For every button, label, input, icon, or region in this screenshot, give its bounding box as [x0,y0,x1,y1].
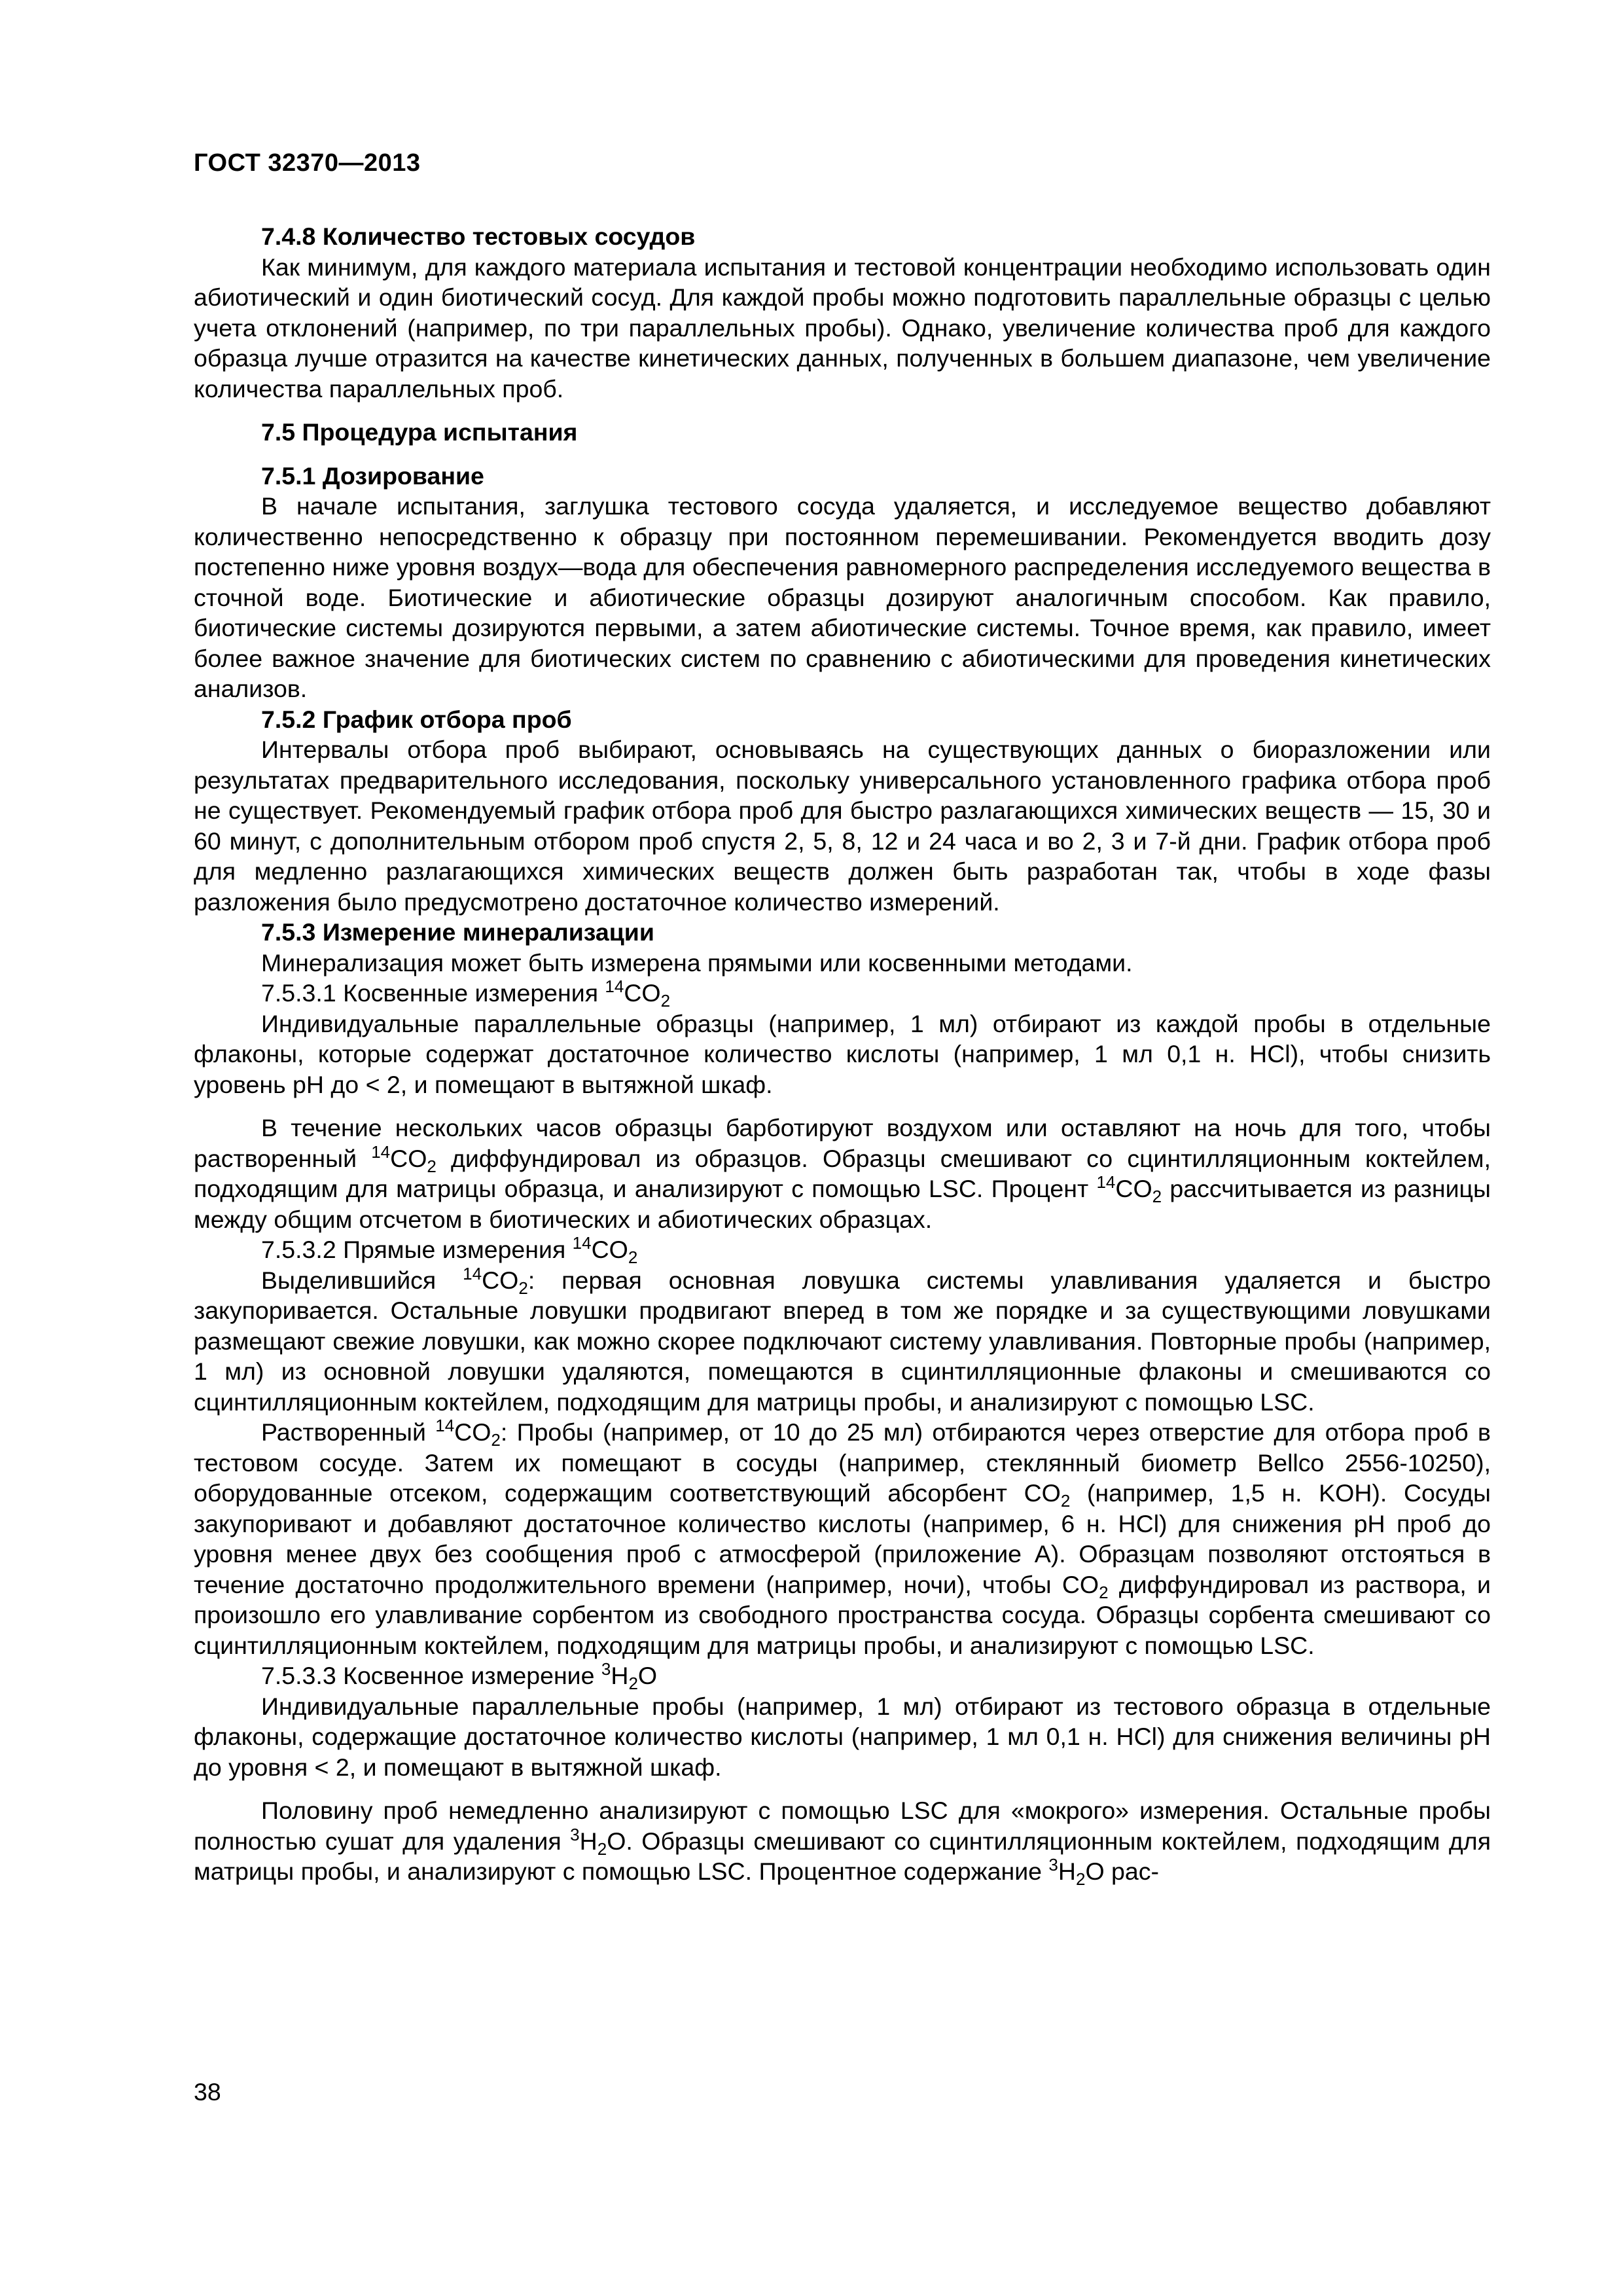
paragraph-7-5-3-3-b [194,1795,1491,1887]
formula-o: O [607,1827,626,1855]
document-header: ГОСТ 32370—2013 [194,149,421,177]
text-run: диффундировал из раствора, и произошло его улавливание сорбентом из свободного пространства сосуда. Образцы сорбента смешивают со сцинтилляционным коктейлем, подходящим для матрицы пробы, и анализируют с помощью LSC. [194,1570,1491,1659]
document-body [194,221,1491,1887]
isotope-mass: 14 [605,977,624,996]
heading-7-5-3-3 [194,1660,1491,1691]
paragraph-7-5-3-1-b [194,1113,1491,1234]
formula-h: H [579,1827,597,1855]
heading-7-5-1: 7.5.1 Дозирование [261,461,484,490]
formula-co: CO [624,979,661,1007]
text-run: Половину проб немедленно анализируют с помощью LSC для «мокрого» измерения. Остальные пробы полностью сушат для удаления [194,1797,1491,1855]
formula-subscript: 2 [628,1674,638,1693]
text-run: : Пробы (например, от 10 до 25 мл) отбираются через отверстие для отбора проб в тестовом сосуде. Затем их помещают в сосуды (например, стеклянный биометр Bellco 2556-10250), оборудованные отсеком, содержащим соответствующий абсорбент [194,1418,1491,1507]
text-run: рассчитывается из разницы между общим отсчетом в биотических и абиотических образцах. [194,1175,1491,1233]
formula-co: CO [1115,1175,1152,1202]
paragraph-7-5-3-2-a [194,1265,1491,1418]
formula-subscript: 2 [628,1247,638,1267]
text-run: Выделившийся [261,1266,463,1294]
formula-co: CO [390,1144,427,1172]
formula-co: CO [454,1418,491,1446]
formula-subscript: 2 [660,991,671,1011]
text-run: рас- [1104,1857,1159,1885]
heading-7-5-2: 7.5.2 График отбора проб [261,705,572,733]
formula-co: CO [1061,1570,1099,1598]
isotope-mass: 14 [435,1416,455,1435]
paragraph-7-5-1: В начале испытания, заглушка тестового сосуда удаляется, и исследуемое вещество добавляют количественно непосредственно к образцу при постоянном перемешивании. Рекомендуется вводить дозу постепенно ниже уровня воздух—вода для обеспечения равномерного распределения исследуемого вещества в сточной воде. Биотические и абиотические образцы дозируют аналогичным способом. Как правило, биотические системы дозируются первыми, а затем абиотические системы. Точное время, как правило, имеет более важное значение для биотических систем по сравнению с абиотическими для проведения кинетических анализов. [194,492,1491,702]
formula-subscript: 2 [597,1839,607,1859]
text-run: . Образцы смешивают со сцинтилляционным коктейлем, подходящим для матрицы пробы, и анализируют с помощью LSC. Процентное содержание [194,1827,1491,1885]
formula-subscript: 2 [491,1430,501,1450]
isotope-mass: 3 [601,1659,611,1679]
formula-co: CO [1024,1479,1061,1507]
heading-text: 7.5.3.1 Косвенные измерения [261,979,605,1007]
text-run: : первая основная ловушка системы улавливания удаляется и быстро закупоривается. Остальные ловушки продвигают вперед в том же порядке и за существующими ловушками размещают свежие ловушки, как можно скорее подключают систему улавливания. Повторные пробы (например, 1 мл) из основной ловушки удаляются, помещаются в сцинтилляционные флаконы и смешиваются со сцинтилляционным коктейлем, подходящим для матрицы пробы, и анализируют с помощью LSC. [194,1266,1491,1416]
isotope-mass: 3 [1048,1855,1058,1874]
formula-subscript: 2 [427,1156,437,1176]
isotope-mass: 14 [572,1233,592,1253]
text-run: (например, 1,5 н. KOH). Сосуды закупоривают и добавляют достаточное количество кислоты (например, 6 н. HCl) для снижения pH проб до уровня менее двух без сообщения проб с атмосферой (приложение А). Образцам позволяют отстояться в течение достаточно продолжительного времени (например, ночи), чтобы [194,1479,1491,1598]
isotope-mass: 14 [463,1263,482,1283]
paragraph-7-5-3-3-a: Индивидуальные параллельные пробы (например, 1 мл) отбирают из тестового образца в отдельные флаконы, содержащие достаточное количество кислоты (например, 1 мл 0,1 н. HCl) для снижения величины pH до уровня < 2, и помещают в вытяжной шкаф. [194,1692,1491,1781]
heading-7-4-8: 7.4.8 Количество тестовых сосудов [261,223,696,250]
isotope-mass: 3 [570,1824,580,1844]
formula-h: H [1058,1857,1076,1885]
formula-subscript: 2 [1075,1869,1086,1889]
text-run: диффундировал из образцов. Образцы смешивают со сцинтилляционным коктейлем, подходящим для матрицы образца, и анализируют с помощью LSC. Процент [194,1144,1491,1202]
paragraph-7-5-3: Минерализация может быть измерена прямыми или косвенными методами. [261,948,1133,977]
paragraph-7-5-2: Интервалы отбора проб выбирают, основываясь на существующих данных о биоразложении или результатах предварительного исследования, поскольку универсального установленного графика отбора проб не существует. Рекомендуемый график отбора проб для быстро разлагающихся химических веществ — 15, 30 и 60 минут, с дополнительным отбором проб спустя 2, 5, 8, 12 и 24 часа и во 2, 3 и 7-й дни. График отбора проб для медленно разлагающихся химических веществ должен быть разработан так, чтобы в ходе фазы разложения было предусмотрено достаточное количество измерений. [194,736,1491,916]
formula-o: O [1085,1857,1105,1885]
formula-h: H [611,1662,629,1689]
paragraph-7-4-8: Как минимум, для каждого материала испытания и тестовой концентрации необходимо использовать один абиотический и один биотический сосуд. Для каждой пробы можно подготовить параллельные образцы с целью учета отклонений (например, по три параллельных пробы). Однако, увеличение количества проб для каждого образца лучше отразится на качестве кинетических данных, полученных в большем диапазоне, чем увеличение количества параллельных проб. [194,253,1491,403]
text-run: В течение нескольких часов образцы барботируют воздухом или оставляют на ночь для того, чтобы растворенный [194,1114,1491,1172]
paragraph-7-5-3-1-a: Индивидуальные параллельные образцы (например, 1 мл) отбирают из каждой пробы в отдельные флаконы, которые содержат достаточное количество кислоты (например, 1 мл 0,1 н. HCl), чтобы снизить уровень pH до < 2, и помещают в вытяжной шкаф. [194,1009,1491,1098]
isotope-mass: 14 [1096,1172,1116,1192]
formula-o: O [637,1662,658,1689]
page-number: 38 [194,2078,221,2106]
paragraph-7-5-3-2-b [194,1417,1491,1660]
heading-7-5-3: 7.5.3 Измерение минерализации [261,918,654,946]
isotope-mass: 14 [371,1141,391,1162]
heading-7-5: 7.5 Процедура испытания [261,418,578,446]
formula-subscript: 2 [1152,1187,1162,1206]
formula-subscript: 2 [1060,1491,1071,1511]
heading-text: 7.5.3.3 Косвенное измерение [261,1662,601,1689]
text-run: Растворенный [261,1418,436,1446]
heading-text: 7.5.3.2 Прямые измерения [261,1236,573,1263]
heading-7-5-3-1 [194,978,1491,1009]
formula-subscript: 2 [1099,1582,1109,1602]
formula-co: CO [482,1266,519,1294]
heading-7-5-3-2 [194,1234,1491,1265]
formula-subscript: 2 [518,1278,528,1298]
formula-co: CO [591,1236,628,1263]
